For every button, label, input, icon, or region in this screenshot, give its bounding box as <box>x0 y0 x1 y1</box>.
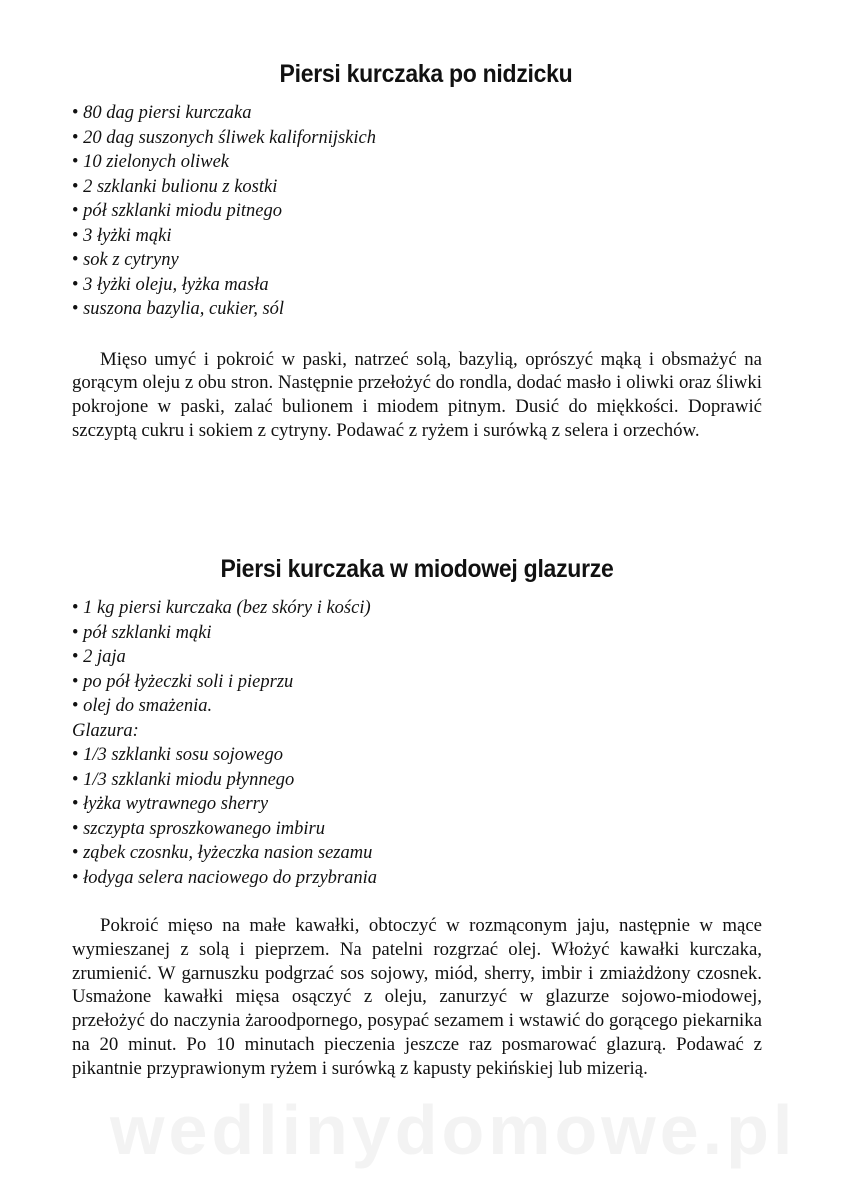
ingredient-item: • pół szklanki miodu pitnego <box>72 199 762 224</box>
ingredient-item: • olej do smażenia. <box>72 694 762 719</box>
ingredient-item: • po pół łyżeczki soli i pieprzu <box>72 670 762 695</box>
ingredient-item: • 1/3 szklanki miodu płynnego <box>72 768 762 793</box>
ingredient-item: • 2 jaja <box>72 645 762 670</box>
ingredient-item: • 2 szklanki bulionu z kostki <box>72 175 762 200</box>
ingredient-item: • 20 dag suszonych śliwek kalifornijskich <box>72 126 762 151</box>
ingredient-item: • suszona bazylia, cukier, sól <box>72 297 762 322</box>
ingredient-item: • 10 zielonych oliwek <box>72 150 762 175</box>
ingredient-item: • ząbek czosnku, łyżeczka nasion sezamu <box>72 841 762 866</box>
recipe-title: Piersi kurczaka po nidzicku <box>279 60 573 88</box>
recipe-method: Pokroić mięso na małe kawałki, obtoczyć w rozmąconym jaju, następnie w mące wymieszanej z solą i pieprzem. Na patelni rozgrzać olej. Włożyć kawałki kurczaka, zrumienić. W garnuszku podgrzać sos sojowy, miód, sherry, imbir i zmiażdżony czosnek. Usmażone kawałki mięsa osączyć z oleju, zanurzyć w glazurze sojowo-miodowej, przełożyć do naczynia żaroodpornego, posypać sezamem i wstawić do gorącego piekarnika na 20 minut. Po 10 minutach pieczenia jeszcze raz posmarować glazurą. Podawać z pikantnie przyprawionym ryżem i surówką z kapusty pekińskiej lub mizerią. <box>72 915 762 1079</box>
ingredient-item: • pół szklanki mąki <box>72 621 762 646</box>
ingredient-item: • 80 dag piersi kurczaka <box>72 101 762 126</box>
ingredient-item: • 1/3 szklanki sosu sojowego <box>72 743 762 768</box>
recipe-po-nidzicku <box>72 60 762 443</box>
recipe-method: Mięso umyć i pokroić w paski, natrzeć solą, bazylią, oprószyć mąką i obsmażyć na gorącym oleju z obu stron. Następnie przełożyć do rondla, dodać masło i oliwki oraz śliwki pokrojone w paski, zalać bulionem i miodem pitnym. Dusić do miękkości. Doprawić szczyptą cukru i sokiem z cytryny. Podawać z ryżem i surówką z selera i orzechów. <box>72 348 762 441</box>
ingredient-item: • 1 kg piersi kurczaka (bez skóry i kości) <box>72 596 762 621</box>
ingredient-item: • 3 łyżki oleju, łyżka masła <box>72 273 762 298</box>
glaze-ingredient-list <box>72 743 762 890</box>
ingredient-item: • 3 łyżki mąki <box>72 224 762 249</box>
ingredient-list <box>72 596 762 719</box>
ingredient-item: • szczypta sproszkowanego imbiru <box>72 817 762 842</box>
ingredient-item: • sok z cytryny <box>72 248 762 273</box>
ingredient-item: • łodyga selera naciowego do przybrania <box>72 866 762 891</box>
glaze-label: Glazura: <box>72 720 139 741</box>
recipe-miodowa-glazura <box>72 555 762 1081</box>
watermark: wedlinydomowe.pl <box>110 1091 797 1169</box>
ingredient-item: • łyżka wytrawnego sherry <box>72 792 762 817</box>
ingredient-list <box>72 101 762 322</box>
recipe-title: Piersi kurczaka w miodowej glazurze <box>220 555 614 583</box>
